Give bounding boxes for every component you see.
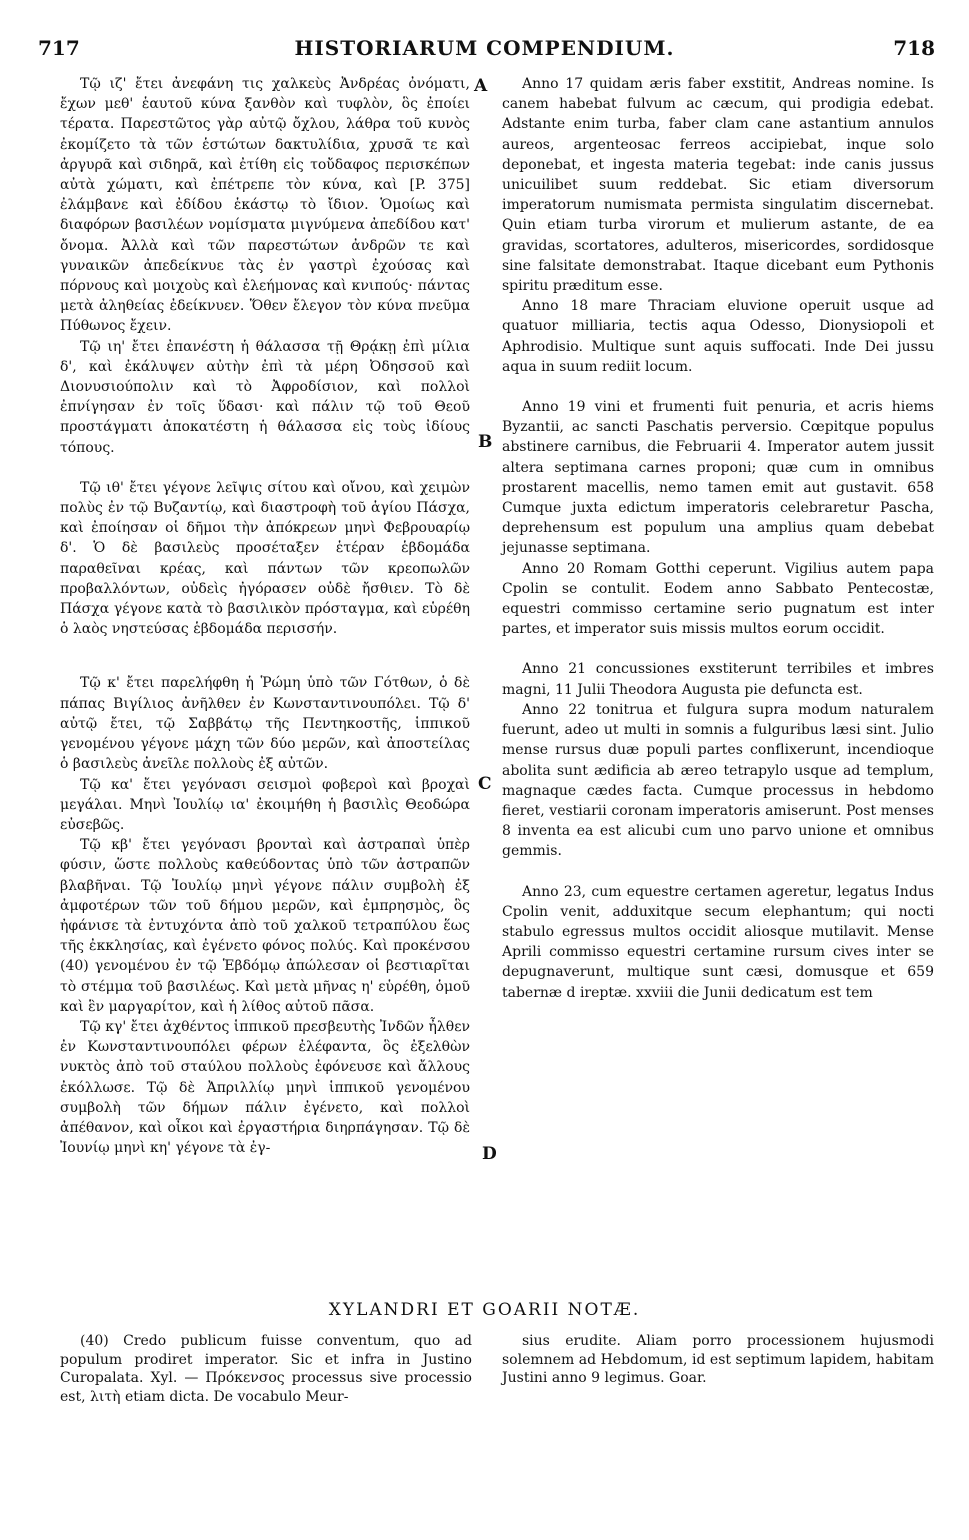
greek-column xyxy=(60,74,470,1158)
greek-paragraph-year-19: Τῷ ιθ' ἔτει γέγονε λεῖψις σίτου καὶ οἴνου, καὶ χειμὼν πολὺς ἐν τῷ Βυζαντίῳ, καὶ διαστροφὴ τοῦ ἁγίου Πάσχα, καὶ ἐποίησαν οἱ δῆμοι τὴν ἀπόκρεων μηνὶ Φεβρουαρίῳ δ'. Ὁ δὲ βασιλεὺς προσέταξεν ἑτέραν ἑβδομάδα παραθεῖναι κρέας, καὶ πάντων τῶν κρεοπωλῶν προβαλλόντων, οὐδεὶς ἠγόρασεν οὐδὲ ἤσθιεν. Τὸ δὲ Πάσχα γέγονε κατὰ τὸ βασιλικὸν πρόσταγμα, καὶ εὑρέθη ὁ λαὸς νηστεύσας ἑβδομάδα περισσήν. xyxy=(60,479,470,638)
page-number-left: 717 xyxy=(38,36,80,60)
notes-right-column xyxy=(502,1332,934,1388)
greek-paragraph-year-21: Τῷ κα' ἔτει γεγόνασι σεισμοὶ φοβεροὶ καὶ βροχαὶ μεγάλαι. Μηνὶ Ἰουλίῳ ια' ἐκοιμήθη ἡ βασιλὶς Θεοδώρα εὐσεβῶς. xyxy=(60,776,470,833)
latin-paragraph-year-21: Anno 21 concussiones exstiterunt terribiles et imbres magni, 11 Julii Theodora Augusta pie defuncta est. xyxy=(502,661,934,698)
page-header xyxy=(30,30,939,70)
latin-paragraph-year-23: Anno 23, cum equestre certamen ageretur, legatus Indus Cpolin venit, adduxitque secum elephantum; qui nocti stabulo egressus multos occidit aliosque mutilavit. Mense Aprili commisso equestri certamine rursum cives inter se depugnaverunt, multique sunt cæsi, domusque et 659 tabernæ d ireptæ. xxviii die Junii dedicatum est tem xyxy=(502,883,934,1001)
latin-paragraph-year-17: Anno 17 quidam æris faber exstitit, Andreas nomine. Is canem habebat fulvum ac cæcum, qui prodigia edebat. Adstante enim turba, faber clam cane astantium annulos aureos, argenteosac ferreos accipiebat, inque solo deponebat, et ingesta materia tegebat: inde canis jussus unicuilibet suum reddebat. Sic etiam diversorum imperatorum numismata permista singulatim discernebat. Quin etiam turba virorum et mulierum astante, de ea gravidas, scortatores, adulteros, misericordes, sordidosque sine falsitate demonstrabat. Itaque dicebant eum Pythonis spiritu præditum esse. xyxy=(502,76,934,295)
greek-paragraph-year-20: Τῷ κ' ἔτει παρελήφθη ἡ Ῥώμη ὑπὸ τῶν Γότθων, ὁ δὲ πάπας Βιγίλιος ἀνῆλθεν ἐν Κωνσταντινουπόλει. Τῷ δ' αὐτῷ ἔτει, τῷ Σαββάτῳ τῆς Πεντηκοστῆς, ἱππικοῦ γενομένου γέγονε μάχη τῶν δύο μερῶν, καὶ ἀποστείλας ὁ βασιλεὺς ἀνεῖλε πολλοὺς ἐξ αὐτῶν. xyxy=(60,675,470,773)
footnote-40-continued: sius erudite. Aliam porro processionem hujusmodi solemnem ad Hebdomum, id est septimum lapidem, habitam Justini anno 9 legimus. Goar. xyxy=(502,1333,934,1386)
greek-paragraph-year-17: Τῷ ιζ' ἔτει ἀνεφάνη τις χαλκεὺς Ἀνδρέας ὀνόματι, ἔχων μεθ' ἑαυτοῦ κύνα ξανθὸν καὶ τυφλὸν, ὃς ἐποίει τέρατα. Παρεστῶτος γὰρ αὐτῷ ὄχλου, λάθρα τοῦ κυνὸς ἐκομίζετο τὰ τῶν ἑστώτων δακτυλίδια, χρυσᾶ τε καὶ ἀργυρᾶ καὶ σιδηρᾶ, καὶ ἐτίθη εἰς τοὔδαφος περισκέπων αὐτὰ χώματι, καὶ ἐπέτρεπε τὸν κύνα, καὶ [P. 375] ἐλάμβανε καὶ ἐδίδου ἑκάστῳ τὸ ἴδιον. Ὁμοίως καὶ διαφόρων βασιλέων νομίσματα μιγνύμενα ἀπεδίδου κατ' ὄνομα. Ἀλλὰ καὶ τῶν παρεστώτων ἀνδρῶν τε καὶ γυναικῶν ἀπεδείκνυε τὰς ἐν γαστρὶ ἐχούσας καὶ πόρνους καὶ μοιχοὺς καὶ ἐλεήμονας καὶ κνιπούς· πάντας μετὰ ἀληθείας ἐδείκνυεν. Ὅθεν ἔλεγον τὸν κύνα πνεῦμα Πύθωνος ἔχειν. xyxy=(60,76,470,335)
margin-marker-b: B xyxy=(478,432,493,452)
margin-marker-c: C xyxy=(478,774,492,794)
latin-paragraph-year-18: Anno 18 mare Thraciam eluvione operuit usque ad quatuor milliaria, tectis aqua Odesso, Dionysiopoli et Aphrodisio. Multique sunt aquis suffocati. Inde Dei jussu aqua in suum rediit locum. xyxy=(502,298,934,375)
latin-paragraph-year-22: Anno 22 tonitrua et fulgura supra modum naturalem fuerunt, adeo ut multi in somnis a fulguribus læsi sint. Julio mense rursus duæ populi partes conflixerunt, incendioque abolita sunt ædificia ab æreo tetrapylo usque ad templum, magnaque cædes facta. Cumque processus in hebdomo fieret, vestiarii coronam imperatoris amiserunt. Post menses 8 inventa ea est alicubi cum uno parvo unione et omnibus gemmis. xyxy=(502,701,934,860)
latin-column xyxy=(502,74,934,1003)
footnote-40: (40) Credo publicum fuisse conventum, quo ad populum prodiret imperator. Sic et infra in Justino Curopalata. Xyl. — Πρόκενσος processus sive processio est, λιτὴ etiam dicta. De vocabulo Meur- xyxy=(60,1333,472,1405)
notes-left-column xyxy=(60,1332,472,1406)
page-number-right: 718 xyxy=(893,36,935,60)
greek-paragraph-year-23: Τῷ κγ' ἔτει ἀχθέντος ἱππικοῦ πρεσβευτὴς Ἰνδῶν ἦλθεν ἐν Κωνσταντινουπόλει φέρων ἐλέφαντα, ὃς ἐξελθὼν νυκτὸς ἀπὸ τοῦ σταύλου πολλοὺς ἐφόνευσε καὶ ἄλλους ἐκόλλωσε. Τῷ δὲ Ἀπριλλίῳ μηνὶ ἱππικοῦ γενομένου συμβολὴ τῶν δήμων πάλιν ἐγένετο, καὶ πολλοὶ ἀπέθανον, καὶ οἶκοι καὶ ἐργαστήρια διηρπάγησαν. Τῷ δὲ Ἰουνίῳ μηνὶ κη' γέγονε τὰ ἐγ- xyxy=(60,1018,470,1157)
latin-paragraph-year-19: Anno 19 vini et frumenti fuit penuria, et acris hiems Byzantii, ac sancti Paschatis perversio. Cœpitque populus abstinere carnibus, die Februarii 4. Imperator autem jussit altera septimana carnes proponi; quæ cum in omnibus prostarent macellis, nemo tamen emit aut gustavit. 658 Cumque juxta edictum imperatoris celebraretur Pascha, deprehensum est populum una amplius quam debebat jejunasse septimana. xyxy=(502,399,934,557)
greek-paragraph-year-18: Τῷ ιη' ἔτει ἐπανέστη ἡ θάλασσα τῇ Θρᾴκῃ ἐπὶ μίλια δ', καὶ ἐκάλυψεν αὐτὴν ἐπὶ τὰ μέρη Ὀδησσοῦ καὶ Διονυσιούπολιν καὶ τὸ Ἀφροδίσιον, καὶ πολλοὶ ἐπνίγησαν ἐν τοῖς ὕδασι· καὶ πάλιν τῷ τοῦ Θεοῦ προστάγματι ἀποκατέστη ἡ θάλασσα εἰς τοὺς ἰδίους τόπους. xyxy=(60,338,470,456)
latin-paragraph-year-20: Anno 20 Romam Gotthi ceperunt. Vigilius autem papa Cpolin se contulit. Eodem anno Sabbato Pentecostæ, equestri commisso certamine serio pugnatum est inter partes, et imperator suis missis multos eorum occidit. xyxy=(502,560,934,638)
greek-paragraph-year-22: Τῷ κβ' ἔτει γεγόνασι βρονταὶ καὶ ἀστραπαὶ ὑπὲρ φύσιν, ὥστε πολλοὺς καθεύδοντας ὑπὸ τῶν ἀστραπῶν βλαβῆναι. Τῷ Ἰουλίῳ μηνὶ γέγονε πάλιν συμβολὴ ἐξ ἀμφοτέρων τῶν τοῦ δήμου μερῶν, καὶ ἐμπρησμὸς, ὃς ἠφάνισε τὰ ἐντυχόντα ἀπὸ τοῦ χαλκοῦ τετραπύλου ἕως τῆς ἐκκλησίας, καὶ ἐγένετο φόνος πολύς. Καὶ προκένσου (40) γενομένου ἐν τῷ Ἑβδόμῳ ἀπώλεσαν οἱ βεστιαρῖται τὸ στέμμα τοῦ βασιλέως. Καὶ μετὰ μῆνας η' εὑρέθη, ὁμοῦ καὶ ἓν μαργαρίτον, καὶ ἡ λίθος αὐτοῦ πᾶσα. xyxy=(60,837,470,1015)
running-title: HISTORIARUM COMPENDIUM. xyxy=(294,36,675,60)
margin-marker-d: D xyxy=(482,1144,497,1164)
notes-heading: XYLANDRI ET GOARII NOTÆ. xyxy=(328,1300,641,1320)
margin-marker-a: A xyxy=(474,76,488,96)
